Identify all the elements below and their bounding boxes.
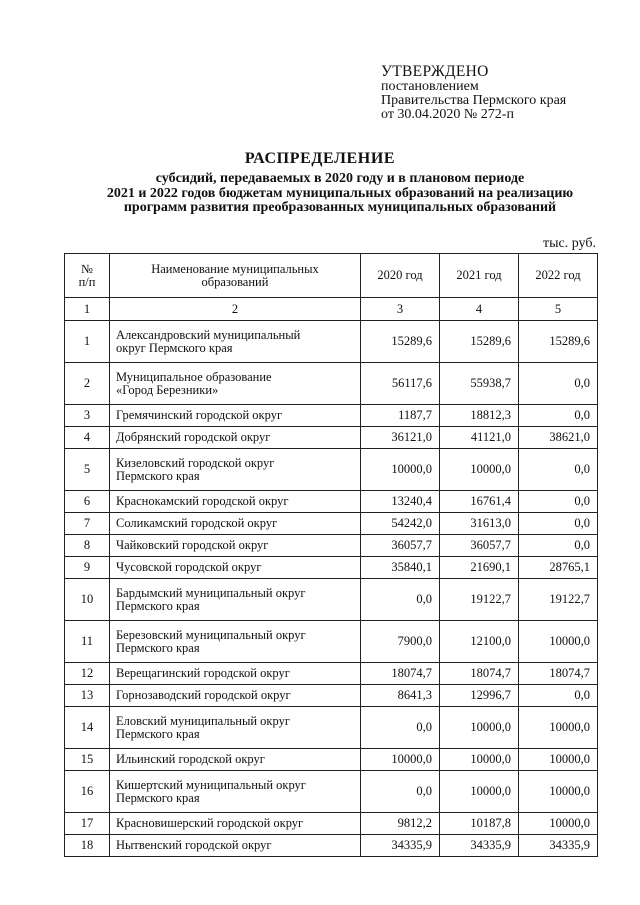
row-number: 15: [65, 749, 110, 771]
value-2020: 10000,0: [361, 449, 440, 491]
subtitle-line: 2021 и 2022 годов бюджетам муниципальных образований на реализацию: [106, 185, 574, 201]
value-2021: 12996,7: [440, 685, 519, 707]
value-2021: 16761,4: [440, 491, 519, 513]
header-2021: 2021 год: [440, 254, 519, 298]
municipality-name: [110, 491, 361, 513]
municipality-name-line: Соликамский городской округ: [116, 516, 278, 530]
value-2021: 18812,3: [440, 405, 519, 427]
value-2022: 10000,0: [519, 771, 598, 813]
row-number: 17: [65, 813, 110, 835]
table-row: [65, 321, 598, 363]
value-2021: 12100,0: [440, 621, 519, 663]
municipality-name-line: Пермского края: [116, 726, 200, 741]
municipality-name-line: Александровский муниципальный: [116, 327, 301, 342]
municipality-name-line: Пермского края: [116, 468, 200, 483]
table-row: [65, 535, 598, 557]
municipality-name-line: Чусовской городской округ: [116, 560, 262, 574]
municipality-name-line: Кишертский муниципальный округ: [116, 777, 306, 792]
row-number: 5: [65, 449, 110, 491]
value-2020: 34335,9: [361, 835, 440, 857]
value-2020: 56117,6: [361, 363, 440, 405]
municipality-name-line: Бардымский муниципальный округ: [116, 585, 306, 600]
document-title: РАСПРЕДЕЛЕНИЕ: [244, 150, 396, 167]
value-2021: 10000,0: [440, 749, 519, 771]
value-2022: 0,0: [519, 405, 598, 427]
table-row: [65, 513, 598, 535]
municipality-name: [110, 835, 361, 857]
column-index: 2: [110, 298, 361, 321]
value-2021: 10000,0: [440, 707, 519, 749]
value-2022: 10000,0: [519, 749, 598, 771]
value-2022: 15289,6: [519, 321, 598, 363]
municipality-name-line: Еловский муниципальный округ: [116, 713, 290, 728]
value-2022: 19122,7: [519, 579, 598, 621]
value-2020: 18074,7: [361, 663, 440, 685]
value-2022: 0,0: [519, 685, 598, 707]
municipality-name: [110, 663, 361, 685]
value-2020: 36121,0: [361, 427, 440, 449]
table-row: [65, 707, 598, 749]
row-number: 18: [65, 835, 110, 857]
value-2021: 55938,7: [440, 363, 519, 405]
value-2021: 31613,0: [440, 513, 519, 535]
table-row: [65, 557, 598, 579]
approval-line: Правительства Пермского края: [381, 93, 567, 108]
value-2022: 0,0: [519, 449, 598, 491]
row-number: 12: [65, 663, 110, 685]
municipality-name: [110, 513, 361, 535]
value-2021: 10000,0: [440, 771, 519, 813]
table-row: [65, 363, 598, 405]
row-number: 14: [65, 707, 110, 749]
municipality-name-line: Верещагинский городской округ: [116, 666, 290, 680]
value-2020: 0,0: [361, 707, 440, 749]
row-number: 8: [65, 535, 110, 557]
municipality-name-line: Краснокамский городской округ: [116, 494, 289, 508]
value-2022: 18074,7: [519, 663, 598, 685]
value-2022: 0,0: [519, 535, 598, 557]
distribution-table: [64, 253, 598, 857]
column-index-row: [65, 298, 598, 321]
value-2021: 34335,9: [440, 835, 519, 857]
municipality-name: [110, 579, 361, 621]
value-2022: 28765,1: [519, 557, 598, 579]
value-2020: 7900,0: [361, 621, 440, 663]
table-row: [65, 749, 598, 771]
municipality-name: [110, 707, 361, 749]
row-number: 4: [65, 427, 110, 449]
municipality-name-line: Ильинский городской округ: [116, 752, 265, 766]
municipality-name-line: Пермского края: [116, 790, 200, 805]
units-label: тыс. руб.: [543, 236, 596, 251]
row-number: 7: [65, 513, 110, 535]
municipality-name-line: Красновишерский городской округ: [116, 816, 304, 830]
municipality-name-line: Муниципальное образование: [116, 369, 272, 384]
value-2021: 15289,6: [440, 321, 519, 363]
value-2022: 10000,0: [519, 707, 598, 749]
municipality-name-line: «Город Березники»: [116, 382, 219, 397]
table-row: [65, 685, 598, 707]
municipality-name: [110, 535, 361, 557]
value-2020: 0,0: [361, 579, 440, 621]
value-2021: 21690,1: [440, 557, 519, 579]
municipality-name-line: Гремячинский городской округ: [116, 408, 283, 422]
municipality-name-line: Пермского края: [116, 598, 200, 613]
value-2021: 19122,7: [440, 579, 519, 621]
column-index: 5: [519, 298, 598, 321]
document-subtitle: [60, 172, 620, 216]
value-2021: 10000,0: [440, 449, 519, 491]
value-2020: 54242,0: [361, 513, 440, 535]
header-name-line: Наименование муниципальных: [151, 261, 319, 276]
row-number: 3: [65, 405, 110, 427]
approval-stamp: [381, 64, 566, 122]
approval-line: от 30.04.2020 № 272-п: [381, 107, 514, 122]
municipality-name: [110, 749, 361, 771]
table-row: [65, 621, 598, 663]
municipality-name-line: Пермского края: [116, 640, 200, 655]
value-2022: 38621,0: [519, 427, 598, 449]
value-2020: 8641,3: [361, 685, 440, 707]
value-2020: 15289,6: [361, 321, 440, 363]
row-number: 11: [65, 621, 110, 663]
municipality-name-line: Березовский муниципальный округ: [116, 627, 306, 642]
column-index: 4: [440, 298, 519, 321]
municipality-name: [110, 427, 361, 449]
table-row: [65, 491, 598, 513]
municipality-name: [110, 363, 361, 405]
table-row: [65, 579, 598, 621]
municipality-name: [110, 771, 361, 813]
header-number-line: №: [81, 261, 93, 276]
row-number: 1: [65, 321, 110, 363]
table-row: [65, 449, 598, 491]
row-number: 13: [65, 685, 110, 707]
table-row: [65, 405, 598, 427]
municipality-name: [110, 813, 361, 835]
municipality-name-line: Нытвенский городской округ: [116, 838, 272, 852]
header-number-line: п/п: [78, 274, 96, 289]
row-number: 2: [65, 363, 110, 405]
value-2021: 10187,8: [440, 813, 519, 835]
table-row: [65, 835, 598, 857]
header-name-line: образований: [201, 274, 269, 289]
municipality-name: [110, 405, 361, 427]
municipality-name-line: Кизеловский городской округ: [116, 455, 275, 470]
table-row: [65, 771, 598, 813]
value-2022: 34335,9: [519, 835, 598, 857]
header-name: [110, 254, 361, 298]
table-row: [65, 813, 598, 835]
approval-line: постановлением: [381, 79, 479, 94]
municipality-name-line: округ Пермского края: [116, 340, 233, 355]
value-2020: 0,0: [361, 771, 440, 813]
value-2022: 0,0: [519, 513, 598, 535]
table-row: [65, 427, 598, 449]
value-2020: 1187,7: [361, 405, 440, 427]
header-number: [65, 254, 110, 298]
municipality-name: [110, 557, 361, 579]
value-2021: 36057,7: [440, 535, 519, 557]
municipality-name-line: Горнозаводский городской округ: [116, 688, 291, 702]
municipality-name: [110, 321, 361, 363]
subtitle-line: программ развития преобразованных муниципальных образований: [123, 200, 557, 215]
value-2022: 0,0: [519, 491, 598, 513]
column-index: 3: [361, 298, 440, 321]
municipality-name: [110, 685, 361, 707]
value-2022: 0,0: [519, 363, 598, 405]
value-2022: 10000,0: [519, 621, 598, 663]
subtitle-line: субсидий, передаваемых в 2020 году и в плановом периоде: [155, 171, 525, 186]
municipality-name-line: Добрянский городской округ: [116, 430, 271, 444]
column-index: 1: [65, 298, 110, 321]
municipality-name-line: Чайковский городской округ: [116, 538, 269, 552]
approval-heading: УТВЕРЖДЕНО: [381, 63, 489, 80]
value-2020: 36057,7: [361, 535, 440, 557]
value-2020: 9812,2: [361, 813, 440, 835]
value-2022: 10000,0: [519, 813, 598, 835]
table-header-row: [65, 254, 598, 298]
value-2020: 13240,4: [361, 491, 440, 513]
row-number: 6: [65, 491, 110, 513]
row-number: 9: [65, 557, 110, 579]
header-2020: 2020 год: [361, 254, 440, 298]
header-2022: 2022 год: [519, 254, 598, 298]
value-2021: 41121,0: [440, 427, 519, 449]
value-2020: 35840,1: [361, 557, 440, 579]
value-2020: 10000,0: [361, 749, 440, 771]
value-2021: 18074,7: [440, 663, 519, 685]
municipality-name: [110, 449, 361, 491]
row-number: 10: [65, 579, 110, 621]
municipality-name: [110, 621, 361, 663]
row-number: 16: [65, 771, 110, 813]
table-row: [65, 663, 598, 685]
